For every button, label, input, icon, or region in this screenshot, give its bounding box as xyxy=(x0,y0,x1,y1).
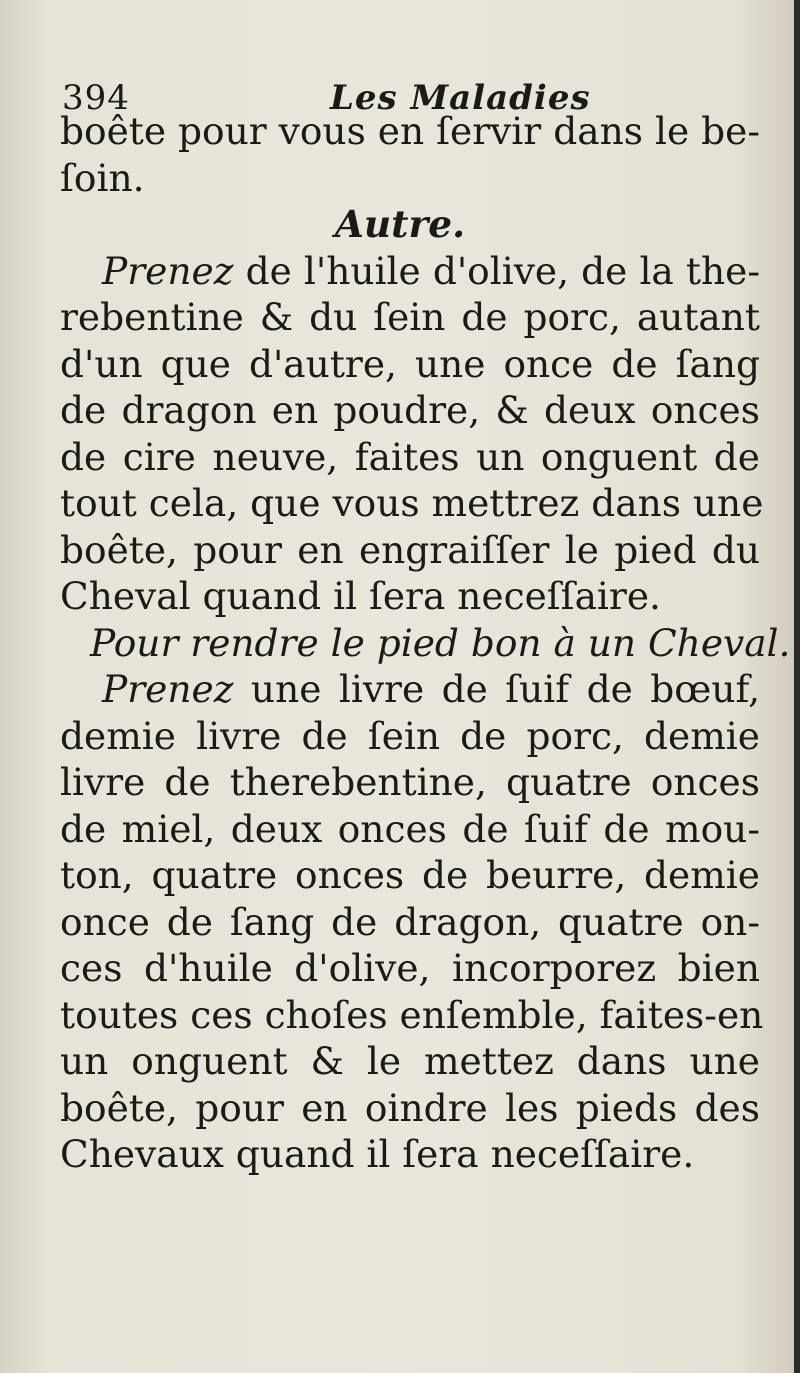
line-rest: une livre de ſuif de bœuf, xyxy=(233,667,760,711)
text-line xyxy=(60,666,760,713)
text-line: livre de therebentine, quatre onces xyxy=(60,760,760,804)
text-line: boête pour vous en ſervir dans le be- xyxy=(60,109,760,153)
text-line: tout cela, que vous mettrez dans une xyxy=(60,481,764,525)
line-rest: de l'huile d'olive, de la the- xyxy=(233,248,760,293)
text-line: demie livre de ſein de porc, demie xyxy=(60,713,760,758)
lead-word: Prenez xyxy=(102,667,234,711)
text-line: Cheval quand il ſera neceſſaire. xyxy=(60,574,661,618)
page-number: 394 xyxy=(62,78,130,118)
text-line: rebentine & du ſein de porc, autant xyxy=(60,295,760,339)
text-line: ton, quatre onces de beurre, demie xyxy=(60,853,760,897)
text-line: d'un que d'autre, une once de ſang xyxy=(60,341,760,386)
text-line xyxy=(60,248,760,295)
body-text xyxy=(60,108,791,1178)
running-title: Les Maladies xyxy=(330,78,591,118)
text-line: Chevaux quand il ſera neceſſaire. xyxy=(60,1132,695,1176)
scan-edge xyxy=(794,0,800,1373)
text-line: un onguent & le mettez dans une xyxy=(60,1039,760,1083)
lead-word: Prenez xyxy=(102,248,234,293)
section-heading-pied: Pour rendre le pied bon à un Cheval. xyxy=(90,620,791,665)
text-line: boête, pour en engraiſſer le pied du xyxy=(60,527,760,572)
text-line: de cire neuve, faites un onguent de xyxy=(60,434,760,479)
text-line: boête, pour en oindre les pieds des xyxy=(60,1085,760,1130)
text-line: de dragon en poudre, & deux onces xyxy=(60,388,760,432)
text-line: ces d'huile d'olive, incorporez bien xyxy=(60,946,760,990)
text-line: de miel, deux onces de ſuif de mou- xyxy=(60,806,760,851)
text-line: toutes ces choſes enſemble, faites-en xyxy=(60,992,764,1037)
text-line: ſoin. xyxy=(60,155,145,200)
text-line: once de ſang de dragon, quatre on- xyxy=(60,899,760,944)
section-heading-autre: Autre. xyxy=(334,202,466,246)
